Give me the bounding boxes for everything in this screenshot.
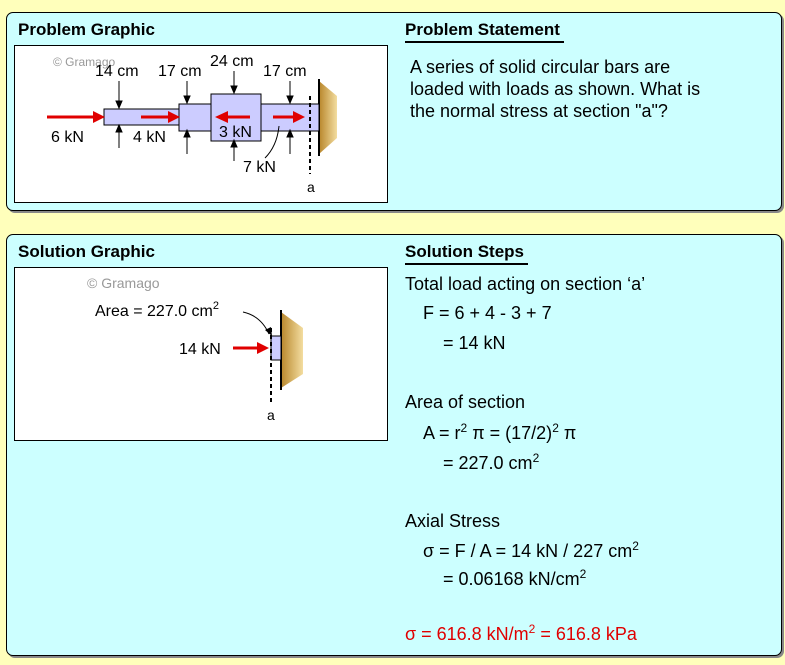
solution-steps-title: Solution Steps: [405, 242, 528, 265]
problem-diagram: [15, 46, 387, 202]
stress-eq2-exp: 2: [579, 567, 587, 581]
area-eq2-text: = 227.0 cm: [443, 453, 533, 473]
solution-load-label: 14 kN: [179, 341, 221, 358]
problem-graphic: [14, 45, 388, 203]
result-line: [405, 623, 637, 645]
area-eq1-b: π = (17/2): [467, 423, 553, 443]
solution-copyright: © Gramago: [87, 275, 160, 291]
load-label-7kn: 7 kN: [243, 159, 276, 176]
dim-label-4: 17 cm: [263, 63, 307, 80]
wall-support: [319, 81, 337, 154]
load-label-6kn: 6 kN: [51, 129, 84, 146]
area-eq2-exp: 2: [532, 451, 540, 465]
area-eq1-c: π: [558, 423, 577, 443]
result-a: σ = 616.8 kN/m: [405, 624, 529, 644]
problem-graphic-title: Problem Graphic: [18, 20, 155, 39]
dim-label-1: 14 cm: [95, 63, 139, 80]
load-label-3kn: 3 kN: [219, 124, 252, 141]
problem-copyright: © Gramago: [53, 55, 116, 69]
area-eq2: [443, 452, 539, 474]
solution-bar-stub: [271, 336, 281, 360]
problem-statement-title: Problem Statement: [405, 20, 564, 43]
solution-steps: [405, 0, 775, 665]
total-load-heading: Total load acting on section ‘a’: [405, 274, 646, 294]
area-leader: [243, 312, 269, 334]
solution-load-arrowhead: [257, 342, 269, 354]
stress-eq1: [423, 540, 639, 562]
dim-label-2: 17 cm: [158, 63, 202, 80]
stress-eq2: [443, 568, 586, 590]
statement-line-3: the normal stress at section "a"?: [410, 101, 668, 121]
solution-wall-support: [281, 312, 303, 388]
result-exp: 2: [528, 622, 536, 636]
solution-graphic: [14, 267, 388, 441]
stress-eq2-text: = 0.06168 kN/cm: [443, 569, 580, 589]
load-label-4kn: 4 kN: [133, 129, 166, 146]
stress-eq1-exp: 2: [632, 539, 639, 553]
total-load-eq2: = 14 kN: [443, 333, 506, 353]
result-b: = 616.8 kPa: [535, 624, 637, 644]
statement-line-2: loaded with loads as shown. What is: [410, 79, 701, 99]
area-label: Area = 227.0 $cm^2$: [95, 300, 219, 320]
area-eq1-a: A = r: [423, 423, 461, 443]
area-heading: Area of section: [405, 392, 526, 412]
stress-heading: Axial Stress: [405, 511, 501, 531]
solution-graphic-title: Solution Graphic: [18, 242, 155, 261]
solution-section-label: a: [267, 407, 275, 423]
dim-label-3: 24 cm: [210, 53, 254, 70]
stress-eq1-text: σ = F / A = 14 kN / 227 cm: [423, 541, 633, 561]
solution-diagram: [15, 268, 387, 440]
total-load-eq1: F = 6 + 4 - 3 + 7: [423, 303, 552, 323]
problem-section-label: a: [307, 179, 315, 195]
area-eq1-exp2: 2: [552, 421, 559, 435]
bar-segment-2: [179, 104, 211, 131]
area-eq1: [423, 422, 576, 444]
area-eq1-exp: 2: [460, 421, 468, 435]
statement-line-1: A series of solid circular bars are: [410, 57, 671, 77]
